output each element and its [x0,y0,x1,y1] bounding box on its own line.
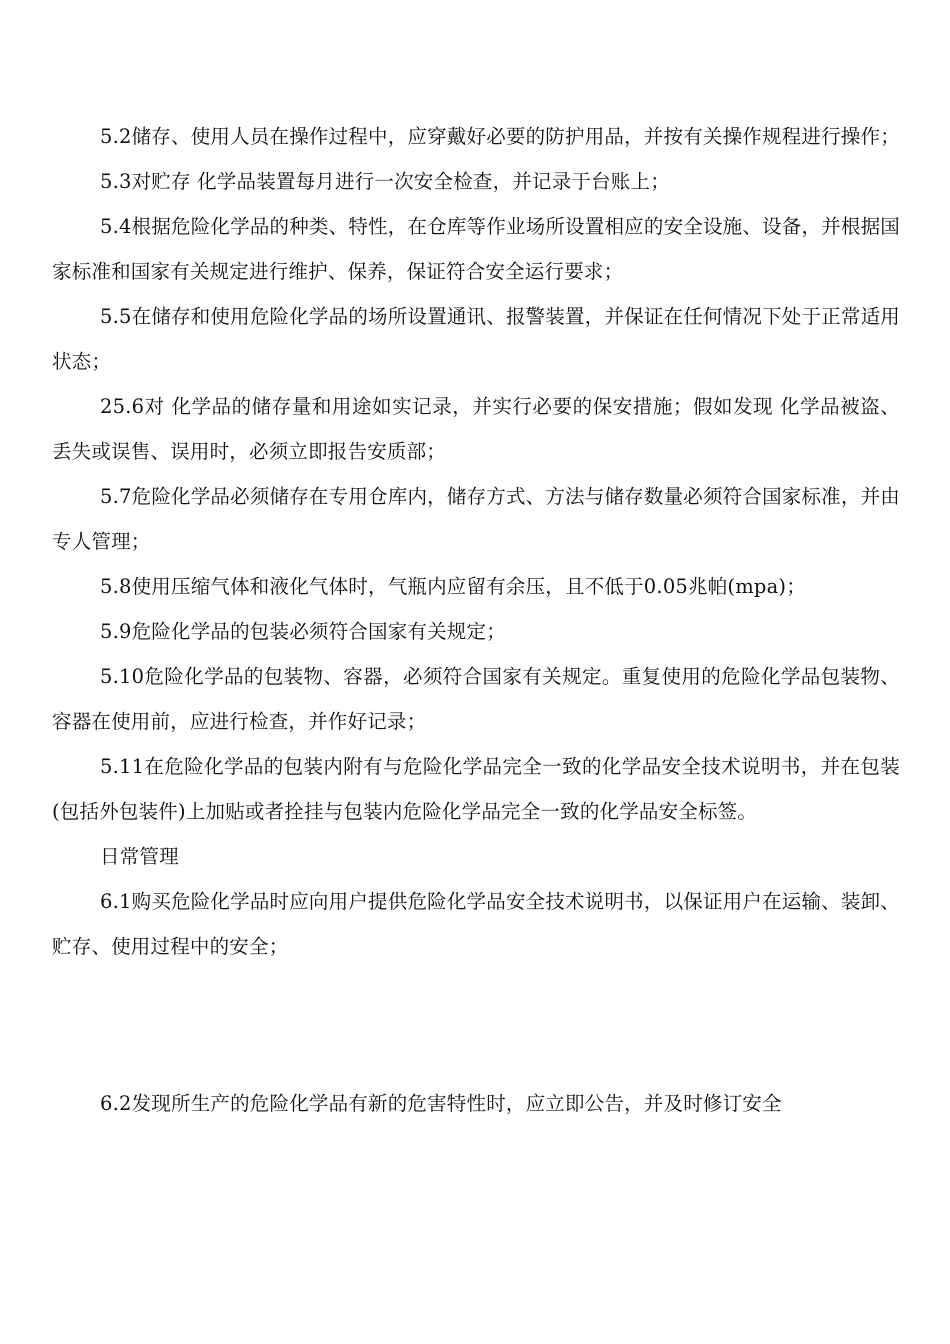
blank-space [52,969,900,1081]
paragraph-5-11: 5.11在危险化学品的包装内附有与危险化学品完全一致的化学品安全技术说明书，并在包装(包括外包装件)上加贴或者拴挂与包装内危险化学品完全一致的化学品安全标签。 [52,755,900,823]
paragraph-5-3: 5.3对贮存 化学品装置每月进行一次安全检查，并记录于台账上； [100,170,670,193]
paragraph-5-7: 5.7危险化学品必须储存在专用仓库内，储存方式、方法与储存数量必须符合国家标准，并由专人管理； [52,485,900,553]
paragraph-5-6: 25.6对 化学品的储存量和用途如实记录，并实行必要的保安措施；假如发现 化学品被盗、丢失或误售、误用时，必须立即报告安质部； [52,395,900,463]
paragraph-5-9: 5.9危险化学品的包装必须符合国家有关规定； [100,620,506,643]
paragraph-5-8: 5.8使用压缩气体和液化气体时，气瓶内应留有余压，且不低于0.05兆帕(mpa)； [100,575,806,598]
paragraph-6-1: 6.1购买危险化学品时应向用户提供危险化学品安全技术说明书，以保证用户在运输、装卸、贮存、使用过程中的安全； [52,890,900,958]
document-body [52,114,900,1126]
paragraph-5-10: 5.10危险化学品的包装物、容器，必须符合国家有关规定。重复使用的危险化学品包装物、容器在使用前，应进行检查，并作好记录； [52,665,900,733]
paragraph-5-4: 5.4根据危险化学品的种类、特性，在仓库等作业场所设置相应的安全设施、设备，并根据国家标准和国家有关规定进行维护、保养，保证符合安全运行要求； [52,215,900,283]
paragraph-6-2: 6.2发现所生产的危险化学品有新的危害特性时，应立即公告，并及时修订安全 [100,1092,782,1115]
paragraph-5-2: 5.2储存、使用人员在操作过程中，应穿戴好必要的防护用品，并按有关操作规程进行操作； [100,125,900,148]
paragraph-5-5: 5.5在储存和使用危险化学品的场所设置通讯、报警装置，并保证在任何情况下处于正常适用状态； [52,305,900,373]
section-heading-daily-management: 日常管理 [100,845,179,868]
